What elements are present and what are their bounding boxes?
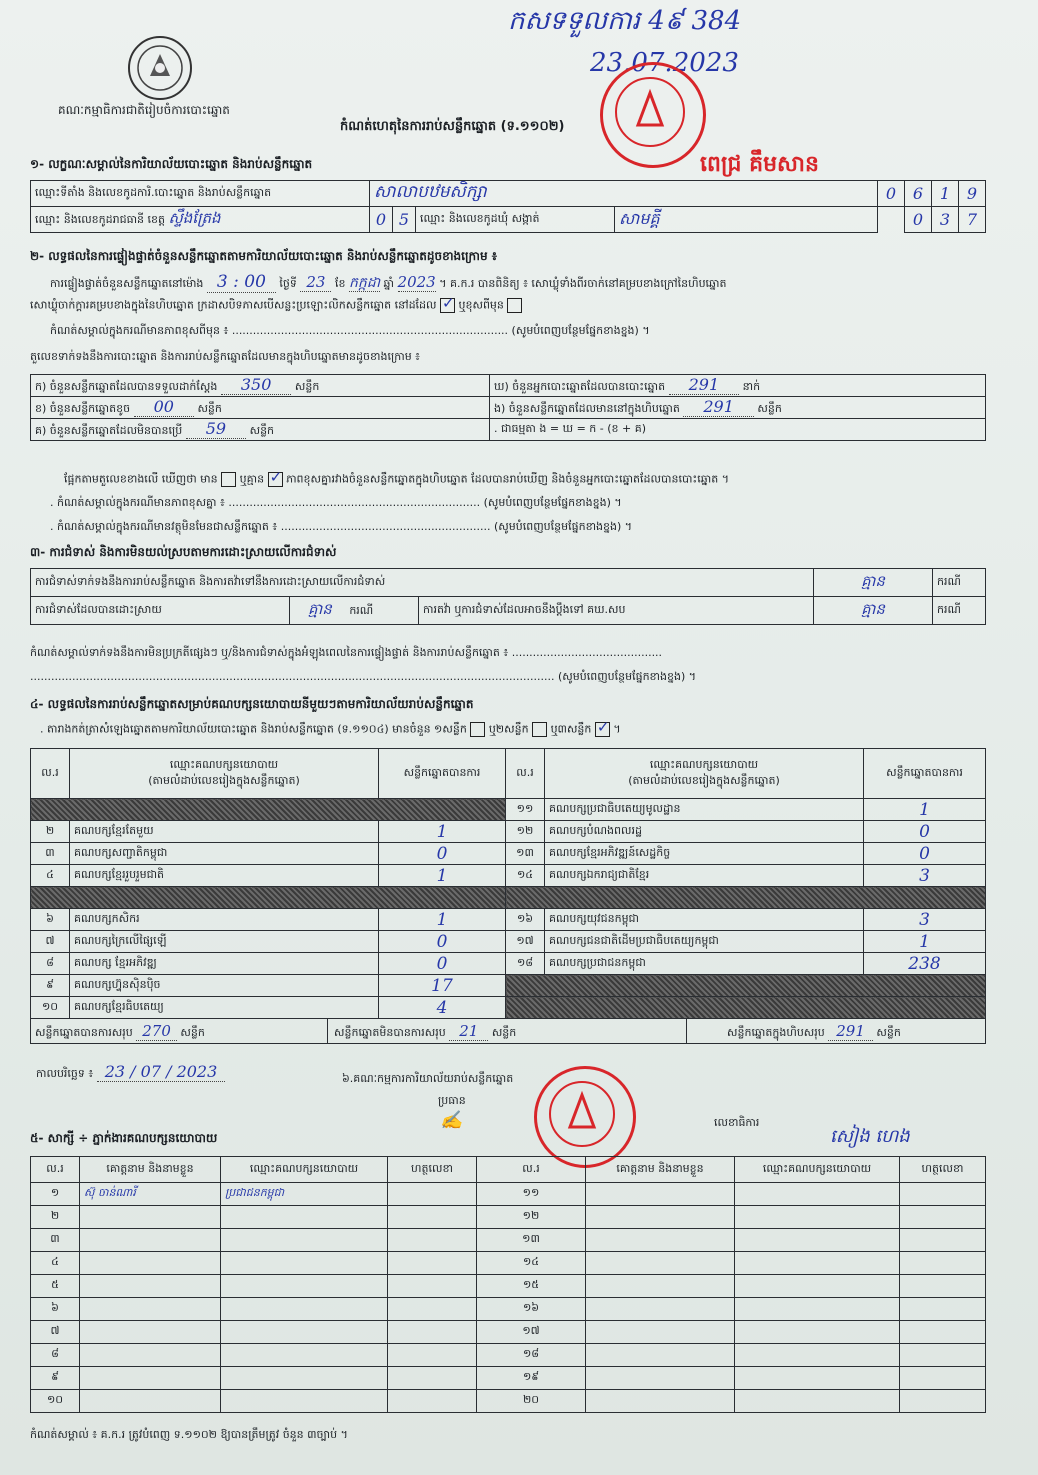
objection-row1-label: ការជំទាស់ទាក់ទងនឹងការរាប់សន្លឹកឆ្នោត និងការតវ៉ាទៅនឹងការដោះស្រាយលើការជំទាស់ — [31, 569, 814, 597]
col-sign-header: ហត្ថលេខា — [900, 1157, 986, 1183]
col-party-header — [70, 749, 379, 799]
year-label: ឆ្នាំ — [383, 277, 395, 290]
note-diff: កំណត់សម្គាល់ក្នុងករណីមានភាពខុសពីមុន ៖ ............................................................................... (សូមបំពេញបន្ថែមផ្នែកខាងខ្នង) ។ — [50, 324, 650, 337]
seal-text: សោឃ្លុំចាក់ក្ដារគម្របខាងក្នុងនៃហិបឆ្នោត ក្រដាសបិទភាសបើសន្លះប្រឡោះលិកសន្លឹកឆ្នោត នៅដដែល — [30, 298, 437, 312]
day-value: 23 — [300, 273, 331, 292]
no-checkbox[interactable]: ✓ — [269, 468, 283, 486]
witness-signature[interactable] — [900, 1344, 986, 1367]
seal-line — [30, 294, 522, 315]
witness-name[interactable] — [586, 1390, 735, 1413]
witness-no[interactable]: ៥ — [31, 1275, 80, 1298]
same-checkbox[interactable]: ✓ — [442, 294, 455, 312]
witness-signature[interactable] — [388, 1344, 477, 1367]
witness-signature[interactable] — [900, 1275, 986, 1298]
witness-signature[interactable] — [388, 1252, 477, 1275]
totals-row — [31, 1019, 986, 1044]
table-row — [31, 1183, 986, 1206]
witness-no[interactable]: ១០ — [31, 1390, 80, 1413]
year-value: 2023 — [397, 273, 436, 291]
table-row — [31, 909, 986, 931]
case-label: ករណី — [933, 569, 986, 597]
org-name: គណៈកម្មាធិការជាតិរៀបចំការបោះឆ្នោត — [58, 103, 230, 117]
witness-party[interactable] — [735, 1344, 900, 1367]
figure-kha-label: ខ) ចំនួនសន្លឹកឆ្នោតខូច — [35, 402, 131, 415]
party-votes: 1 — [864, 799, 986, 821]
invalid-total-cell — [328, 1019, 687, 1043]
witness-signature[interactable] — [388, 1321, 477, 1344]
party-votes: 0 — [864, 821, 986, 843]
valid-total-label: សន្លឹកឆ្នោតបានការសរុប — [35, 1026, 133, 1039]
discrepancy-line — [64, 468, 729, 489]
party-no: ១២ — [506, 821, 545, 843]
table-row — [31, 1252, 986, 1275]
section4-heading: ៤- លទ្ធផលនៃការរាប់សន្លឹកឆ្នោតសម្រាប់គណបក្សនយោបាយនីមួយៗតាមការិយាល័យរាប់សន្លឹកឆ្នោត — [30, 697, 474, 711]
witness-signature[interactable] — [900, 1367, 986, 1390]
col-no-header: ល.រ — [31, 1157, 80, 1183]
witness-name — [80, 1321, 221, 1344]
invalid-total-label: សន្លឹកឆ្នោតមិនបានការសរុប — [334, 1026, 446, 1039]
table-row — [31, 1206, 986, 1229]
party-votes: 0 — [864, 843, 986, 865]
party-votes: 1 — [379, 821, 506, 843]
col-party-header: ឈ្មោះគណបក្សនយោបាយ — [221, 1157, 388, 1183]
party-no: ៤ — [31, 865, 70, 887]
province-label: ឈ្មោះ និងលេខកូដរាជធានី ខេត្ត — [35, 212, 165, 226]
witness-party[interactable] — [735, 1367, 900, 1390]
table-row — [31, 953, 986, 975]
chair-signature: ✍ — [440, 1110, 463, 1131]
secretary-label: លេខាធិការ — [714, 1116, 760, 1129]
time-label: ការផ្ទៀងផ្ទាត់ចំនួនសន្លឹកឆ្នោតនៅម៉ោង — [50, 277, 204, 290]
party-name: គណបក្សហ្វ៊ុនស៊ិនប៉ិច — [70, 975, 379, 997]
col-sign-header: ហត្ថលេខា — [388, 1157, 477, 1183]
handwritten-date: 23.07.2023 — [590, 48, 739, 78]
col-no-header: ល.រ — [477, 1157, 586, 1183]
witness-signature[interactable] — [388, 1298, 477, 1321]
party-name: គណបក្សឯករាជ្យជាតិខ្មែរ — [545, 865, 864, 887]
figure-kha-value: 00 — [134, 397, 194, 417]
party-name: គណបក្សប្រជាធិបតេយ្យមូលដ្ឋាន — [545, 799, 864, 821]
form-title: កំណត់ហេតុនៃការរាប់សន្លឹកឆ្នោត (ទ.១១០២) — [340, 119, 565, 134]
col-party-header: ឈ្មោះគណបក្សនយោបាយ — [735, 1157, 900, 1183]
witness-no[interactable]: ១៦ — [477, 1298, 586, 1321]
table-row — [31, 799, 986, 821]
party-no: ៣ — [31, 843, 70, 865]
section1-heading: ១- លក្ខណៈសម្គាល់នៃការិយាល័យបោះឆ្នោត និងរាប់សន្លឹកឆ្នោត — [30, 157, 313, 171]
handwritten-annotation: កសទទួលការ 4៩ 384 — [508, 6, 742, 36]
party-no: ១១ — [506, 799, 545, 821]
party-votes: 4 — [379, 997, 506, 1019]
witness-party[interactable] — [735, 1298, 900, 1321]
unit: សន្លឹក — [876, 1026, 901, 1039]
code-digit: 6 — [905, 181, 932, 207]
shaded-row-cell — [506, 997, 986, 1019]
province-code: 0 — [370, 207, 393, 233]
appeal-label: ការតវ៉ា ឬការជំទាស់ដែលអាចនឹងប្ដឹងទៅ គឃ.សប — [419, 597, 814, 625]
witness-party — [221, 1390, 388, 1413]
witness-signature[interactable] — [900, 1252, 986, 1275]
time-value: 3 : 00 — [207, 272, 276, 293]
witness-party — [221, 1252, 388, 1275]
resolved-value-cell — [290, 597, 419, 625]
invalid-total-value: 21 — [449, 1022, 488, 1041]
box-total-value: 291 — [828, 1022, 873, 1041]
box-total-label: សន្លឹកឆ្នោតក្នុងហិបសរុប — [727, 1026, 825, 1039]
commune-code: 7 — [959, 207, 986, 233]
witness-no[interactable]: ១ — [31, 1183, 80, 1206]
unit: សន្លឹក — [757, 402, 782, 415]
party-name: គណបក្សសញ្ជាតិកម្ពុជា — [70, 843, 379, 865]
party-name: គណបក្សខ្មែររួបរួមជាតិ — [70, 865, 379, 887]
table-row — [31, 1344, 986, 1367]
party-votes: 3 — [864, 865, 986, 887]
witness-name[interactable] — [586, 1275, 735, 1298]
witness-name[interactable] — [586, 1183, 735, 1206]
party-no: ១៧ — [506, 931, 545, 953]
shaded-row-cell — [506, 887, 986, 909]
witness-signature[interactable] — [900, 1229, 986, 1252]
table-row — [31, 975, 986, 997]
row1-value: សាលាបឋមសិក្សា — [370, 181, 878, 207]
party-name: គណបក្សបំណងពលរដ្ឋ — [545, 821, 864, 843]
witness-party[interactable] — [735, 1390, 900, 1413]
witness-party[interactable] — [735, 1206, 900, 1229]
commune-code: 3 — [932, 207, 959, 233]
province-code: 5 — [393, 207, 416, 233]
verify-line — [50, 272, 727, 294]
col-party-title: ឈ្មោះគណបក្សនយោបាយ — [169, 757, 279, 771]
footer-note: កំណត់សម្គាល់ ៖ គ.ក.រ ត្រូវបំពេញ ទ.១១០២ ឱ្យបានត្រឹមត្រូវ ចំនួន ៣ច្បាប់ ។ — [30, 1428, 348, 1441]
commune-value: សាមគ្គី — [615, 207, 878, 233]
witness-party[interactable] — [735, 1321, 900, 1344]
party-votes: 238 — [864, 953, 986, 975]
figure-kha — [31, 397, 490, 419]
table-row — [31, 821, 986, 843]
section1-table — [30, 180, 986, 233]
yes-checkbox[interactable] — [221, 472, 236, 487]
code-digit: 0 — [878, 181, 905, 207]
party-votes: 17 — [379, 975, 506, 997]
table-row — [31, 843, 986, 865]
party-no: ១៨ — [506, 953, 545, 975]
figure-ko — [31, 419, 490, 441]
witness-no[interactable]: ១៩ — [477, 1367, 586, 1390]
two-sheet-label: ឬ២សន្លឹក — [488, 722, 529, 736]
witness-name — [80, 1206, 221, 1229]
witness-no[interactable]: ៤ — [31, 1252, 80, 1275]
col-name-header: គោត្តនាម និងនាមខ្លួន — [586, 1157, 735, 1183]
three-sheet-label: ឬ៣សន្លឹក — [550, 722, 592, 736]
section2-heading: ២- លទ្ធផលនៃការផ្ទៀងផ្ទាត់ចំនួនសន្លឹកឆ្នោតតាមការិយាល័យបោះឆ្នោត និងរាប់សន្លឹកឆ្នោតដូចខាងក្រោម ៖ — [30, 249, 498, 263]
code-digit: 1 — [932, 181, 959, 207]
witness-no[interactable]: ១៥ — [477, 1275, 586, 1298]
party-no: ៧ — [31, 931, 70, 953]
note-discrepancy: . កំណត់សម្គាល់ក្នុងករណីមានភាពខុសគ្នា ៖ ........................................................................ (សូមបំពេញបន្ថែមផ្នែកខាងខ្នង) ។ — [50, 496, 622, 509]
witness-name[interactable] — [586, 1344, 735, 1367]
table-row — [31, 1298, 986, 1321]
valid-total-value: 270 — [136, 1022, 177, 1041]
witness-name — [80, 1252, 221, 1275]
resolved-text: ការជំទាស់ដែលបានដោះស្រាយ — [35, 602, 162, 616]
note-objects: . កំណត់សម្គាល់ក្នុងករណីមានវត្ថុមិនមែនជាសន្លឹកឆ្នោត ៖ ............................................................ (សូមបំពេញបន្ថែមផ្នែកខាងខ្នង) ។ — [50, 520, 633, 533]
witness-party — [221, 1321, 388, 1344]
col-votes-header: សន្លឹកឆ្នោតបានការ — [864, 749, 986, 799]
col-party-sub: (តាមលំដាប់លេខរៀងក្នុងសន្លឹកឆ្នោត) — [148, 773, 300, 787]
party-no: ១៦ — [506, 909, 545, 931]
witness-table — [30, 1156, 986, 1413]
figure-kho-label: ឃ) ចំនួនអ្នកបោះឆ្នោតដែលបានបោះឆ្នោត — [494, 380, 666, 393]
witness-no[interactable]: ២ — [31, 1206, 80, 1229]
party-name: គណបក្សខ្មែរធិបតេយ្យ — [70, 997, 379, 1019]
day-label: ថ្ងៃទី — [279, 277, 297, 290]
witness-party[interactable] — [735, 1275, 900, 1298]
witness-name[interactable] — [586, 1252, 735, 1275]
row2-label — [31, 207, 370, 233]
col-party-title: ឈ្មោះគណបក្សនយោបាយ — [649, 757, 759, 771]
witness-party[interactable] — [735, 1229, 900, 1252]
figure-ngo-value: 291 — [683, 397, 754, 417]
figure-ngo-label: ង) ចំនួនសន្លឹកឆ្នោតដែលមាននៅក្នុងហិបឆ្នោត — [494, 402, 680, 415]
one-sheet-checkbox[interactable] — [470, 722, 485, 737]
figures-table — [30, 374, 986, 441]
witness-name[interactable] — [586, 1298, 735, 1321]
party-no: ១០ — [31, 997, 70, 1019]
discrepancy-yes-label: ផ្អែកតាមតួលេខខាងលើ ឃើញថា មាន — [64, 472, 218, 486]
party-name: គណបក្សខ្មែរអភិវឌ្ឍន៍សេដ្ឋកិច្ច — [545, 843, 864, 865]
date-label: កាលបរិច្ឆេទ ៖ — [36, 1067, 94, 1080]
unit: នាក់ — [742, 380, 761, 393]
party-name: គណបក្សយុវជនកម្ពុជា — [545, 909, 864, 931]
witness-name[interactable] — [586, 1206, 735, 1229]
section3-heading: ៣- ការជំទាស់ និងការមិនយល់ស្របតាមការដោះស្រាយលើការជំទាស់ — [30, 545, 337, 559]
witness-party — [221, 1206, 388, 1229]
figure-kho — [490, 375, 986, 397]
province-value: ស្ទឹងត្រែង — [168, 208, 221, 227]
table-row — [31, 1275, 986, 1298]
party-name: គណបក្សកសិករ — [70, 909, 379, 931]
valid-total-cell — [31, 1019, 328, 1043]
shaded-row-cell — [31, 887, 506, 909]
objection-note-2: ...................................................................................................................................................... (សូមបំពេញបន្ថែមផ្នែកខាងខ្នង) ។ — [30, 670, 697, 683]
table-row — [31, 1321, 986, 1344]
table-row — [31, 887, 986, 909]
witness-name — [80, 1367, 221, 1390]
table-row — [31, 1229, 986, 1252]
table-row — [31, 1367, 986, 1390]
witness-name[interactable] — [586, 1321, 735, 1344]
witness-body — [31, 1183, 986, 1413]
figure-ko-value: 59 — [186, 419, 246, 439]
witness-name[interactable]: ស៊ុ ចាន់ណារី — [80, 1183, 221, 1206]
witness-no[interactable]: ៧ — [31, 1321, 80, 1344]
official-stamp-top — [600, 62, 706, 168]
figure-ka-value: 350 — [221, 375, 292, 395]
col-no-header: ល.រ — [31, 749, 70, 799]
party-no: ១៤ — [506, 865, 545, 887]
case-label: ករណី — [349, 603, 374, 617]
party-no: ៨ — [31, 953, 70, 975]
party-no: ៩ — [31, 975, 70, 997]
witness-name — [80, 1390, 221, 1413]
witness-party — [221, 1344, 388, 1367]
witness-party — [221, 1229, 388, 1252]
figure-ka — [31, 375, 490, 397]
figures-intro: តួលេខទាក់ទងនឹងការបោះឆ្នោត និងការរាប់សន្លឹកឆ្នោតដែលមានក្នុងហិបឆ្នោតមានដូចខាងក្រោម ៖ — [30, 350, 421, 363]
objection-table — [30, 568, 986, 625]
row1-label: ឈ្មោះទីតាំង និងលេខកូដការិ.បោះឆ្នោត និងរាប់សន្លឹកឆ្នោត — [31, 181, 370, 207]
diff-label: ឬខុសពីមុន — [458, 298, 504, 312]
unit: សន្លឹក — [249, 424, 275, 437]
witness-no[interactable]: ១៤ — [477, 1252, 586, 1275]
party-votes: 1 — [379, 909, 506, 931]
three-sheet-checkbox[interactable]: ✓ — [596, 718, 610, 736]
chair-label: ប្រធាន — [438, 1094, 466, 1107]
resolved-value: គ្មាន — [308, 599, 332, 618]
witness-signature[interactable] — [900, 1183, 986, 1206]
table-row — [31, 1390, 986, 1413]
col-no-header: ល.រ — [506, 749, 545, 799]
party-name: គណបក្សក្រៃលើផ្សៃឡើ — [70, 931, 379, 953]
witness-signature[interactable] — [388, 1206, 477, 1229]
figure-ka-label: ក) ចំនួនសន្លឹកឆ្នោតដែលបានទទួលដាក់ស្ដែង — [35, 380, 218, 393]
date-line — [36, 1062, 225, 1083]
col-party-header — [545, 749, 864, 799]
verify-text: ។ គ.ក.រ បានពិនិត្យ ៖ សោឃ្លុំទាំងពីរចាក់នៅគម្របខាងក្រៅនៃហិបឆ្នោត — [439, 277, 727, 290]
witness-name[interactable] — [586, 1367, 735, 1390]
sheet-count-line: . តារាងកត់ត្រាសំឡេងឆ្នោតតាមការិយាល័យបោះឆ្នោត និងរាប់សន្លឹកឆ្នោត (ទ.១១០៤) មានចំនួន ១សន្លឹក ឬ២សន្លឹក ឬ៣សន្លឹក ✓ ។ — [40, 718, 621, 736]
unit: សន្លឹក — [197, 402, 222, 415]
results-table — [30, 748, 986, 1044]
witness-party — [221, 1367, 388, 1390]
section5-heading: ៥- សាក្សី ÷ ភ្នាក់ងារគណបក្សនយោបាយ — [30, 1131, 218, 1145]
witness-no[interactable]: ១២ — [477, 1206, 586, 1229]
witness-signature[interactable] — [388, 1275, 477, 1298]
discrepancy-no-label: ឬគ្មាន — [239, 472, 265, 486]
objection-row1-value: គ្មាន — [814, 569, 933, 597]
witness-no[interactable]: ៨ — [31, 1344, 80, 1367]
month-value: កក្កដា — [348, 275, 381, 291]
party-votes: 0 — [379, 843, 506, 865]
witness-no[interactable]: ៩ — [31, 1367, 80, 1390]
witness-party[interactable] — [735, 1252, 900, 1275]
witness-no[interactable]: ១៧ — [477, 1321, 586, 1344]
month-label: ខែ — [334, 277, 346, 290]
figure-kho-value: 291 — [669, 375, 740, 395]
witness-party — [221, 1298, 388, 1321]
witness-name — [80, 1275, 221, 1298]
witness-signature[interactable] — [388, 1183, 477, 1206]
objection-note: កំណត់សម្គាល់ទាក់ទងនឹងការមិនប្រក្រតីផ្សេងៗ ឬ/និងការជំទាស់ក្នុងអំឡុងពេលនៃការផ្ទៀងផ្ទាត់ និងការរាប់សន្លឹកឆ្នោត ៖ ........................................... — [30, 646, 663, 659]
witness-name — [80, 1298, 221, 1321]
witness-no[interactable]: ២០ — [477, 1390, 586, 1413]
party-name: គណបក្សជនជាតិដើមប្រជាធិបតេយ្យកម្ពុជា — [545, 931, 864, 953]
witness-signature[interactable] — [388, 1367, 477, 1390]
results-body — [31, 799, 986, 1019]
witness-name — [80, 1229, 221, 1252]
party-votes: 3 — [864, 909, 986, 931]
formula: . ជាធម្មតា ង = ឃ = ក - (ខ + គ) — [490, 419, 986, 441]
party-name: គណបក្ស ខ្មែរអភិវឌ្ឍ — [70, 953, 379, 975]
commune-label: ឈ្មោះ និងលេខកូដឃុំ សង្កាត់ — [416, 207, 615, 233]
secretary-signature: សៀង ហេង — [830, 1126, 910, 1147]
witness-no[interactable]: ១១ — [477, 1183, 586, 1206]
witness-signature[interactable] — [900, 1298, 986, 1321]
emblem-icon — [128, 36, 192, 100]
witness-signature[interactable] — [900, 1390, 986, 1413]
unit: សន្លឹក — [491, 1026, 517, 1039]
table-row — [31, 865, 986, 887]
shaded-row-cell — [506, 975, 986, 997]
table-row — [31, 997, 986, 1019]
witness-no[interactable]: ៦ — [31, 1298, 80, 1321]
commune-code: 0 — [905, 207, 932, 233]
witness-no[interactable]: ១៨ — [477, 1344, 586, 1367]
party-name: គណបក្សខ្មែរតែមួយ — [70, 821, 379, 843]
resolved-label — [31, 597, 290, 625]
witness-name — [80, 1344, 221, 1367]
party-no: ២ — [31, 821, 70, 843]
witness-signature[interactable] — [900, 1321, 986, 1344]
case-label: ករណី — [933, 597, 986, 625]
witness-party — [221, 1275, 388, 1298]
diff-checkbox[interactable] — [507, 298, 522, 313]
witness-name[interactable] — [586, 1229, 735, 1252]
party-votes: 1 — [864, 931, 986, 953]
sheet-count-text: . តារាងកត់ត្រាសំឡេងឆ្នោតតាមការិយាល័យបោះឆ្នោត និងរាប់សន្លឹកឆ្នោត (ទ.១១០៤) មានចំនួន ១សន្លឹក — [40, 722, 467, 736]
col-name-header: គោត្តនាម និងនាមខ្លួន — [80, 1157, 221, 1183]
col-votes-header: សន្លឹកឆ្នោតបានការ — [379, 749, 506, 799]
witness-no[interactable]: ៣ — [31, 1229, 80, 1252]
unit: សន្លឹក — [294, 380, 320, 393]
table-row — [31, 931, 986, 953]
party-votes: 0 — [379, 953, 506, 975]
committee-label: ៦.គណៈកម្មការការិយាល័យរាប់សន្លឹកឆ្នោត — [342, 1072, 514, 1085]
official-stamp-bottom — [534, 1066, 636, 1168]
appeal-value: គ្មាន — [814, 597, 933, 625]
witness-signature[interactable] — [388, 1229, 477, 1252]
witness-party[interactable]: ប្រជាជនកម្ពុជា — [221, 1183, 388, 1206]
party-votes: 0 — [379, 931, 506, 953]
figure-ngo — [490, 397, 986, 419]
shaded-row-cell — [31, 799, 506, 821]
witness-party[interactable] — [735, 1183, 900, 1206]
stamp-name: ពេជ្រ គឹមសាន — [700, 152, 819, 177]
witness-signature[interactable] — [388, 1390, 477, 1413]
witness-no[interactable]: ១៣ — [477, 1229, 586, 1252]
unit: សន្លឹក — [180, 1026, 205, 1039]
party-no: ១៣ — [506, 843, 545, 865]
two-sheet-checkbox[interactable] — [532, 722, 547, 737]
figure-ko-label: គ) ចំនួនសន្លឹកឆ្នោតដែលមិនបានប្រើ — [35, 424, 183, 437]
party-name: គណបក្សប្រជាជនកម្ពុជា — [545, 953, 864, 975]
col-party-sub: (តាមលំដាប់លេខរៀងក្នុងសន្លឹកឆ្នោត) — [628, 773, 780, 787]
discrepancy-text: ភាពខុសគ្នារវាងចំនួនសន្លឹកឆ្នោតក្នុងហិបឆ្នោត ដែលបានរាប់ឃើញ និងចំនួនអ្នកបោះឆ្នោតដែលបានបោះឆ្នោត ។ — [286, 472, 729, 486]
witness-signature[interactable] — [900, 1206, 986, 1229]
date-value: 23 / 07 / 2023 — [97, 1062, 226, 1082]
party-votes: 1 — [379, 865, 506, 887]
code-digit: 9 — [959, 181, 986, 207]
box-total-cell — [687, 1019, 901, 1043]
party-no: ៦ — [31, 909, 70, 931]
